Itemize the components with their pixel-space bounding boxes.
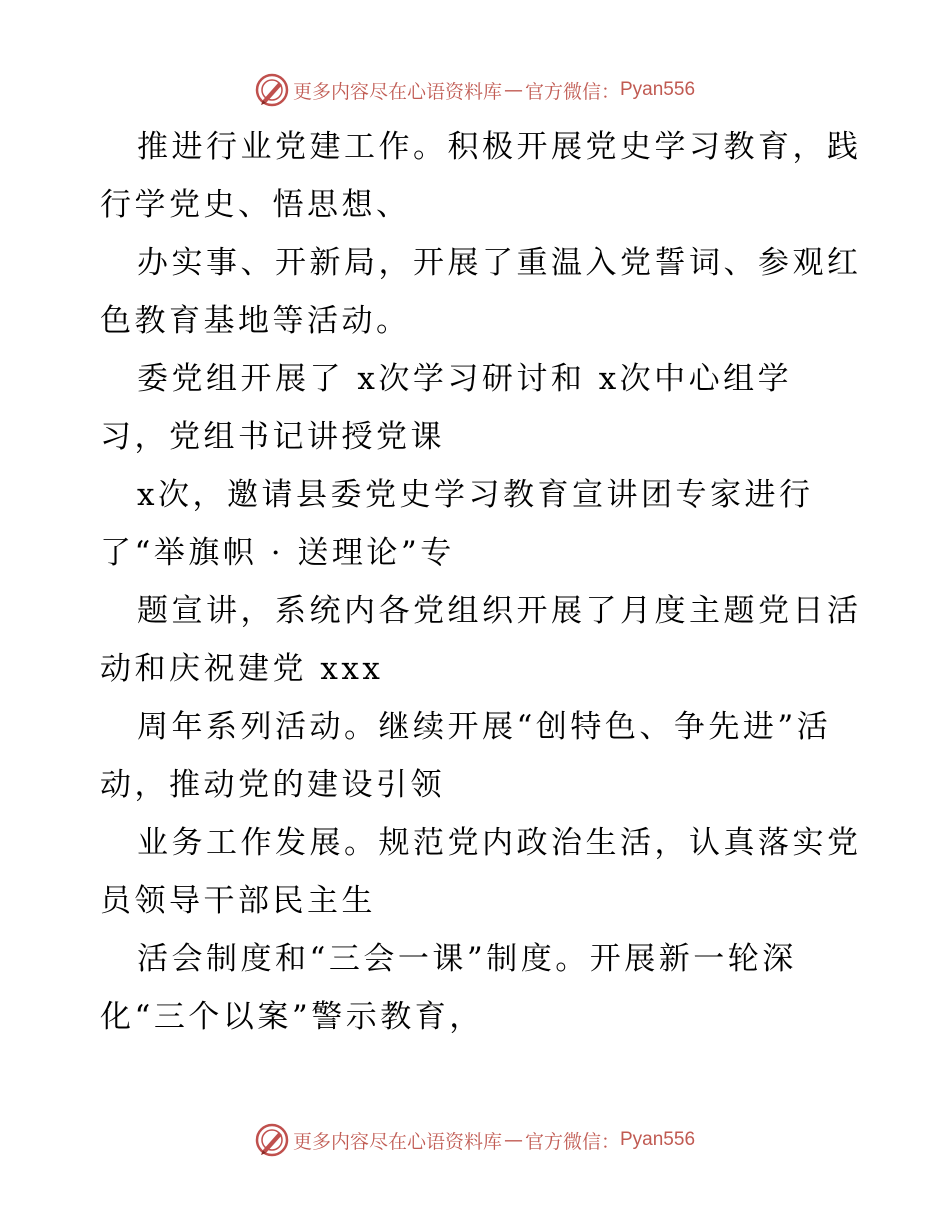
watermark-wechat-id: Pyan556	[620, 1129, 696, 1150]
footer-watermark	[0, 1120, 950, 1160]
watermark-main-text: 更多内容尽在心语资料库	[292, 80, 502, 103]
body-line: 活会制度和“三会一课”制度。开展新一轮深	[137, 941, 797, 977]
watermark-separator: —	[503, 79, 523, 101]
body-line: 色教育基地等活动。	[100, 303, 411, 339]
watermark-separator: —	[503, 1129, 523, 1151]
body-line: 动和庆祝建党 xxx	[100, 651, 384, 687]
body-line: 题宣讲，系统内各党组织开展了月度主题党日活	[137, 593, 862, 629]
watermark-wechat-label: 官方微信：	[524, 80, 620, 103]
body-line: x次，邀请县委党史学习教育宣讲团专家进行	[137, 477, 814, 513]
body-line: 委党组开展了 x次学习研讨和 x次中心组学	[137, 361, 793, 397]
body-line: 了“举旗帜 · 送理论”专	[100, 535, 455, 571]
body-line: 行学党史、悟思想、	[100, 187, 411, 223]
body-line: 业务工作发展。规范党内政治生活，认真落实党	[137, 825, 862, 861]
watermark-wechat-label: 官方微信：	[524, 1130, 620, 1153]
body-line: 动，推动党的建设引领	[100, 767, 445, 803]
body-line: 员领导干部民主生	[100, 883, 376, 919]
body-line: 推进行业党建工作。积极开展党史学习教育，践	[137, 129, 862, 165]
body-line: 化“三个以案”警示教育，	[100, 999, 484, 1035]
header-watermark	[0, 70, 950, 110]
watermark-main-text: 更多内容尽在心语资料库	[292, 1130, 502, 1153]
body-line: 习，党组书记讲授党课	[100, 419, 445, 455]
body-line: 办实事、开新局，开展了重温入党誓词、参观红	[137, 245, 862, 281]
watermark-wechat-id: Pyan556	[620, 79, 696, 100]
pen-logo-icon	[255, 1123, 289, 1157]
body-line: 周年系列活动。继续开展“创特色、争先进”活	[137, 709, 832, 745]
pen-logo-icon	[255, 73, 289, 107]
